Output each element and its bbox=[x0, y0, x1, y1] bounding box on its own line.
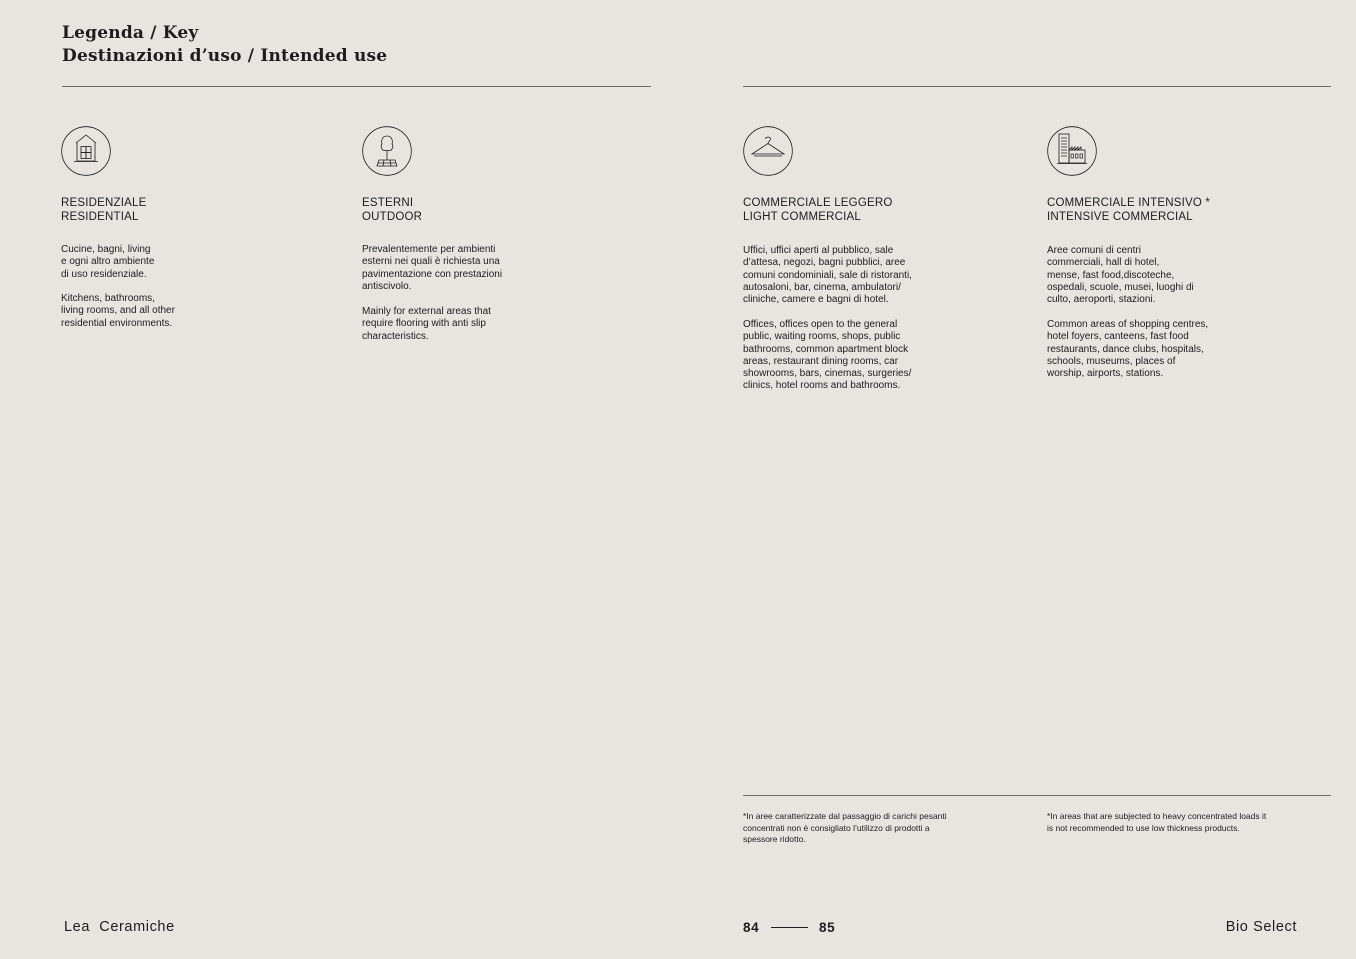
buildings-icon bbox=[1047, 126, 1097, 176]
top-rule-right bbox=[743, 86, 1331, 87]
title-line-1: Legenda / Key bbox=[62, 23, 199, 43]
page-title bbox=[62, 22, 387, 68]
description-italian: Aree comuni di centri commerciali, hall di hotel, mense, fast food,discoteche, ospedali, scuole, musei, luoghi di culto, aeroporti, stazioni. bbox=[1047, 245, 1194, 306]
description-italian: Uffici, uffici aperti al pubblico, sale d’attesa, negozi, bagni pubblici, aree comuni condominiali, sale di ristoranti, autosaloni, bar, cinema, ambulatori/ cliniche, camere e bagni di hotel. bbox=[743, 245, 912, 306]
house-icon bbox=[61, 126, 111, 176]
label-english: OUTDOOR bbox=[362, 211, 423, 223]
page-number-divider bbox=[771, 927, 808, 928]
description-english: Mainly for external areas that require flooring with anti slip characteristics. bbox=[362, 306, 491, 342]
category-heading-residential bbox=[61, 196, 146, 224]
label-english: LIGHT COMMERCIAL bbox=[743, 211, 862, 223]
label-italian: ESTERNI bbox=[362, 197, 414, 209]
footnote-rule bbox=[743, 795, 1331, 796]
category-heading-intensive-commercial bbox=[1047, 196, 1210, 224]
top-rule-left bbox=[62, 86, 651, 87]
label-english: RESIDENTIAL bbox=[61, 211, 139, 223]
footnote-english: *In areas that are subjected to heavy concentrated loads it is not recommended to use low thickness products. bbox=[1047, 811, 1267, 833]
page-number-right: 85 bbox=[819, 920, 836, 935]
description-english: Common areas of shopping centres, hotel foyers, canteens, fast food restaurants, dance clubs, hospitals, schools, museums, places of worship, airports, stations. bbox=[1047, 319, 1209, 380]
page-number-left: 84 bbox=[743, 920, 760, 935]
title-line-2: Destinazioni d’uso / Intended use bbox=[62, 46, 388, 66]
label-italian: COMMERCIALE LEGGERO bbox=[743, 197, 893, 209]
description-english: Kitchens, bathrooms, living rooms, and all other residential environments. bbox=[61, 293, 175, 329]
hanger-icon bbox=[743, 126, 793, 176]
category-heading-light-commercial bbox=[743, 196, 893, 224]
category-heading-outdoor bbox=[362, 196, 422, 224]
tree-icon bbox=[362, 126, 412, 176]
footnote-italian: *In aree caratterizzate dal passaggio di carichi pesanti concentrati non è consigliato l’utilizzo di prodotti a spessore ridotto. bbox=[743, 811, 947, 844]
footer-brand: Lea Ceramiche bbox=[64, 919, 175, 935]
label-italian: RESIDENZIALE bbox=[61, 197, 147, 209]
description-italian: Cucine, bagni, living e ogni altro ambiente di uso residenziale. bbox=[61, 244, 155, 280]
label-italian: COMMERCIALE INTENSIVO * bbox=[1047, 197, 1211, 209]
description-italian: Prevalentemente per ambienti esterni nei quali è richiesta una pavimentazione con prestazioni antiscivolo. bbox=[362, 244, 503, 292]
label-english: INTENSIVE COMMERCIAL bbox=[1047, 211, 1193, 223]
description-english: Offices, offices open to the general public, waiting rooms, shops, public bathrooms, common apartment block areas, restaurant dining rooms, car showrooms, bars, cinemas, surgeries/ clinics, hotel rooms and bathrooms. bbox=[743, 319, 912, 392]
footer-collection: Bio Select bbox=[1225, 919, 1297, 935]
